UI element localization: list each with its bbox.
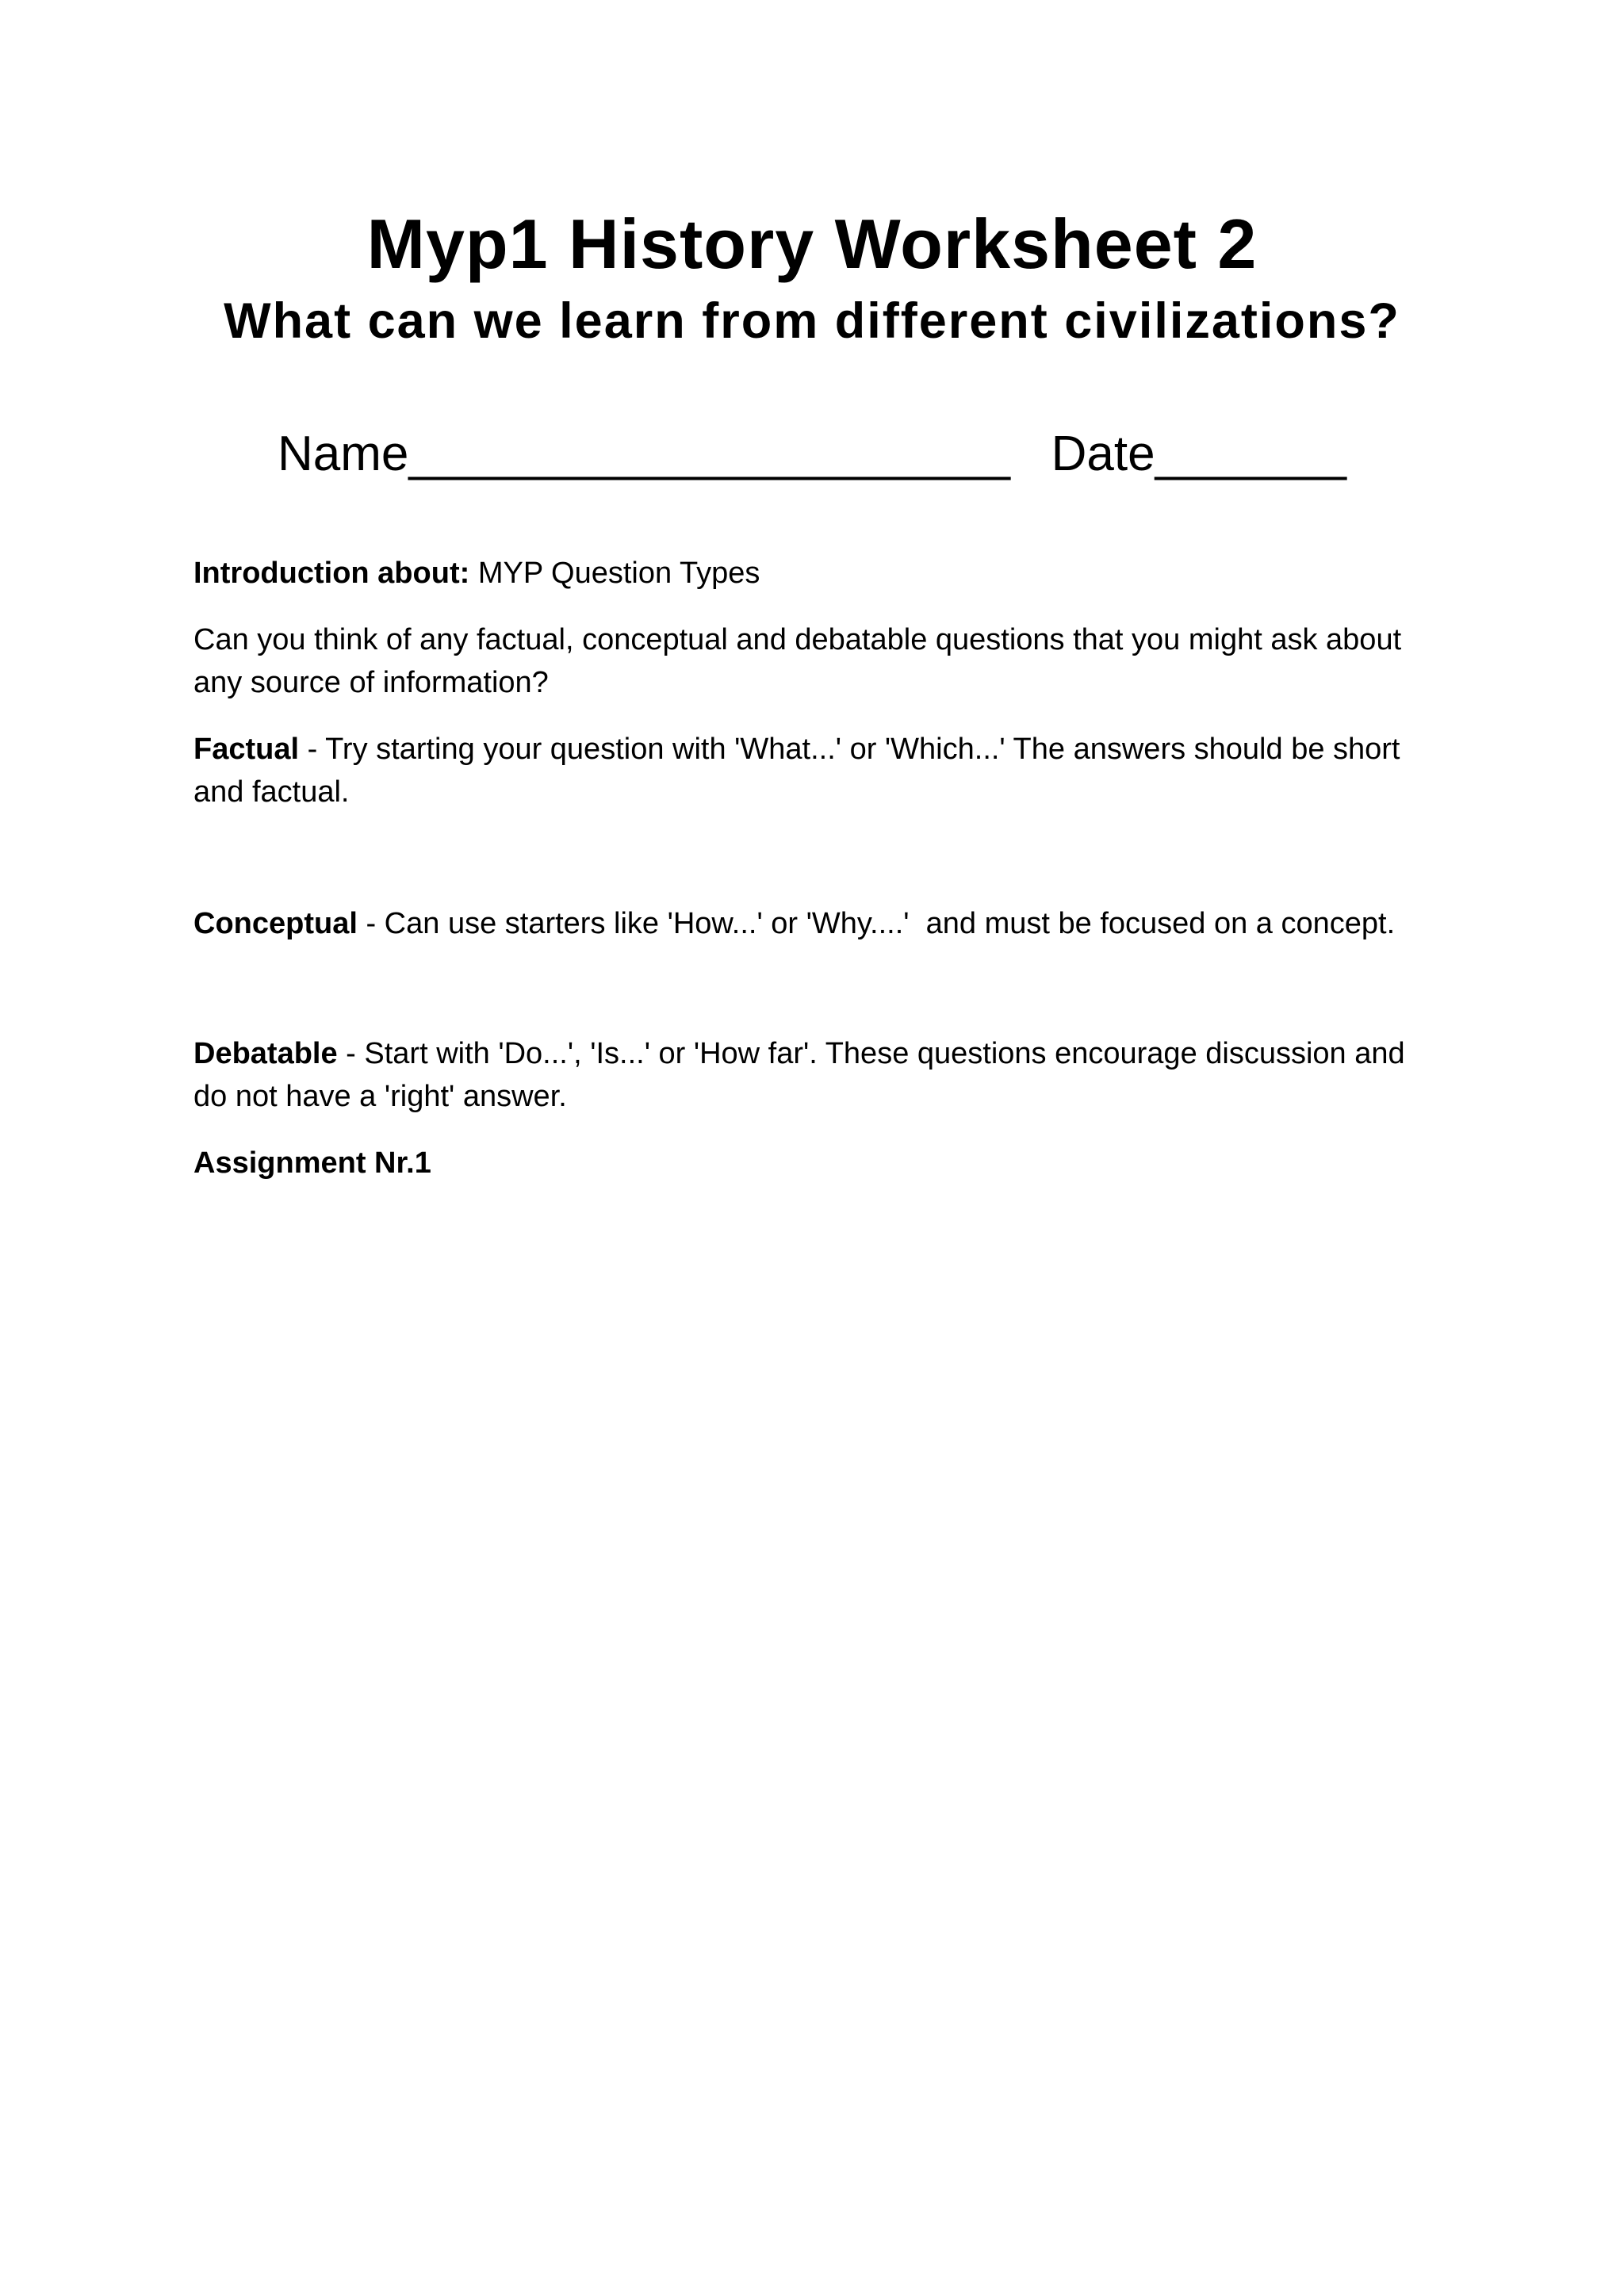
- date-field[interactable]: Date_______: [1051, 427, 1346, 481]
- conceptual-text: - Can use starters like 'How...' or 'Why....' and must be focused on a concept.: [357, 907, 1396, 940]
- conceptual-section: [193, 902, 1438, 945]
- debatable-section: [193, 1032, 1438, 1118]
- debatable-text: - Start with 'Do...', 'Is...' or 'How far'. These questions encourage discussion and do not have a 'right' answer.: [193, 1037, 1405, 1113]
- question-prompt: [193, 618, 1438, 704]
- intro-label: Introduction about:: [193, 557, 470, 590]
- factual-label: Factual: [193, 733, 300, 766]
- intro-text: MYP Question Types: [469, 557, 760, 590]
- worksheet-title: Myp1 History Worksheet 2: [366, 205, 1258, 283]
- factual-text: - Try starting your question with 'What...' or 'Which...' The answers should be short and factual.: [193, 733, 1400, 809]
- field-spacer: [1010, 427, 1051, 481]
- assignment-title: Assignment Nr.1: [193, 1146, 431, 1180]
- worksheet-subtitle: What can we learn from different civilizations?: [224, 293, 1400, 349]
- factual-section: [193, 728, 1438, 813]
- conceptual-label: Conceptual: [193, 907, 358, 940]
- debatable-label: Debatable: [193, 1037, 338, 1070]
- question-prompt-text: Can you think of any factual, conceptual and debatable questions that you might ask about any source of information?: [193, 623, 1402, 699]
- intro-line: [193, 552, 1438, 595]
- name-field[interactable]: Name______________________: [277, 427, 1010, 481]
- assignment-heading: [193, 1142, 1438, 1184]
- name-date-line: [0, 419, 1624, 490]
